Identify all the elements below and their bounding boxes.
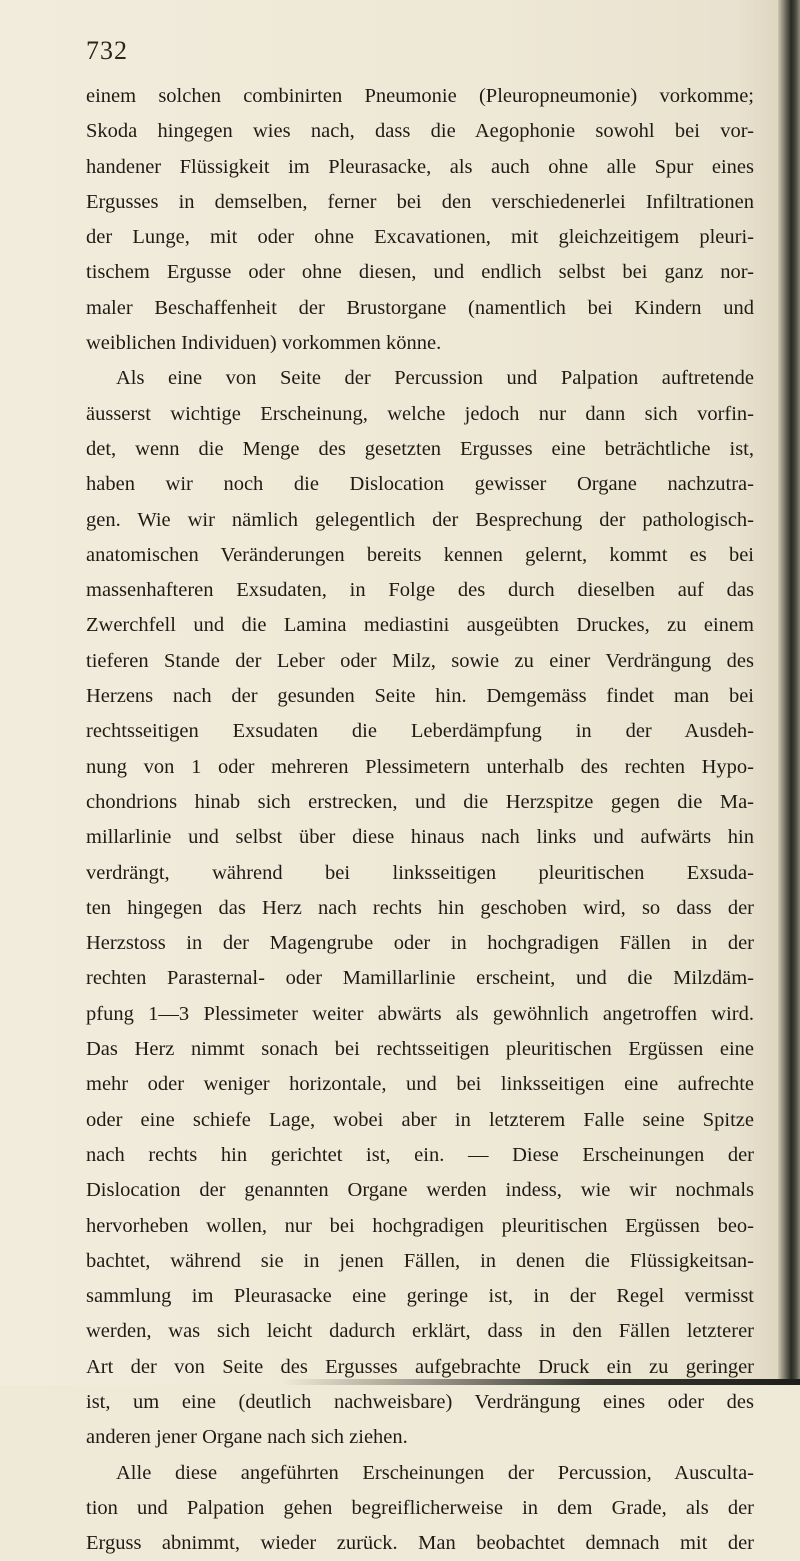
text-line: Ergusses in demselben, ferner bei den verschiedenerlei Infiltrationen: [86, 190, 754, 213]
text-line: Art der von Seite des Ergusses aufgebrachte Druck ein zu geringer: [86, 1355, 754, 1378]
text-line: pfung 1—3 Plessimeter weiter abwärts als gewöhnlich angetroffen wird.: [86, 1002, 754, 1025]
text-line: tion und Palpation gehen begreiflicherweise in dem Grade, als der: [86, 1496, 754, 1519]
text-line: bachtet, während sie in jenen Fällen, in denen die Flüssigkeitsan-: [86, 1249, 754, 1272]
text-line: weiblichen Individuen) vorkommen könne.: [86, 332, 442, 355]
text-line: einem solchen combinirten Pneumonie (Pleuropneumonie) vorkomme;: [86, 85, 754, 107]
text-line: ist, um eine (deutlich nachweisbare) Verdrängung eines oder des: [86, 1390, 754, 1413]
text-line: äusserst wichtige Erscheinung, welche jedoch nur dann sich vorfin-: [86, 402, 754, 425]
text-line: oder eine schiefe Lage, wobei aber in letzterem Falle seine Spitze: [86, 1108, 754, 1131]
page-number: 732: [86, 36, 128, 65]
text-line: Als eine von Seite der Percussion und Palpation auftretende: [116, 367, 754, 390]
text-line: millarlinie und selbst über diese hinaus nach links und aufwärts hin: [86, 826, 754, 849]
text-line: Das Herz nimmt sonach bei rechtsseitigen pleuritischen Ergüssen eine: [86, 1038, 754, 1061]
text-line: hervorheben wollen, nur bei hochgradigen pleuritischen Ergüssen beo-: [86, 1214, 754, 1237]
page-edge-shadow: [778, 0, 800, 1385]
text-line: Herzstoss in der Magengrube oder in hochgradigen Fällen in der: [86, 932, 754, 955]
body-text: [86, 79, 754, 1561]
text-line: sammlung im Pleurasacke eine geringe ist, in der Regel vermisst: [86, 1285, 754, 1308]
text-line: ten hingegen das Herz nach rechts hin geschoben wird, so dass der: [86, 896, 754, 919]
text-line: nach rechts hin gerichtet ist, ein. — Diese Erscheinungen der: [86, 1143, 754, 1166]
text-line: Erguss abnimmt, wieder zurück. Man beobachtet demnach mit der: [86, 1532, 754, 1555]
text-line: der Lunge, mit oder ohne Excavationen, mit gleichzeitigem pleuri-: [86, 226, 754, 249]
text-line: handener Flüssigkeit im Pleurasacke, als auch ohne alle Spur eines: [86, 155, 754, 178]
text-line: massenhafteren Exsudaten, in Folge des durch dieselben auf das: [86, 579, 754, 602]
text-line: Skoda hingegen wies nach, dass die Aegophonie sowohl bei vor-: [86, 120, 754, 143]
text-line: rechtsseitigen Exsudaten die Leberdämpfung in der Ausdeh-: [86, 720, 754, 743]
text-line: rechten Parasternal- oder Mamillarlinie erscheint, und die Milzdäm-: [86, 967, 754, 990]
text-line: tischem Ergusse oder ohne diesen, und endlich selbst bei ganz nor-: [86, 261, 754, 284]
text-line: verdrängt, während bei linksseitigen pleuritischen Exsuda-: [86, 861, 754, 884]
text-line: Herzens nach der gesunden Seite hin. Demgemäss findet man bei: [86, 685, 754, 708]
text-line: Alle diese angeführten Erscheinungen der Percussion, Ausculta-: [116, 1461, 754, 1484]
text-line: gen. Wie wir nämlich gelegentlich der Besprechung der pathologisch-: [86, 508, 754, 531]
text-line: tieferen Stande der Leber oder Milz, sowie zu einer Verdrängung des: [86, 649, 754, 672]
text-line: nung von 1 oder mehreren Plessimetern unterhalb des rechten Hypo-: [86, 755, 754, 778]
text-line: det, wenn die Menge des gesetzten Ergusses eine beträchtliche ist,: [86, 437, 754, 460]
text-line: haben wir noch die Dislocation gewisser Organe nachzutra-: [86, 473, 754, 496]
text-line: maler Beschaffenheit der Brustorgane (namentlich bei Kindern und: [86, 296, 754, 319]
text-line: chondrions hinab sich erstrecken, und die Herzspitze gegen die Ma-: [86, 790, 754, 813]
text-line: mehr oder weniger horizontale, und bei linksseitigen eine aufrechte: [86, 1073, 754, 1096]
text-line: anderen jener Organe nach sich ziehen.: [86, 1426, 408, 1449]
text-line: anatomischen Veränderungen bereits kennen gelernt, kommt es bei: [86, 543, 754, 566]
text-line: werden, was sich leicht dadurch erklärt, dass in den Fällen letzterer: [86, 1320, 754, 1343]
text-line: Dislocation der genannten Organe werden indess, wie wir nochmals: [86, 1179, 754, 1202]
text-line: Zwerchfell und die Lamina mediastini ausgeübten Druckes, zu einem: [86, 614, 754, 637]
